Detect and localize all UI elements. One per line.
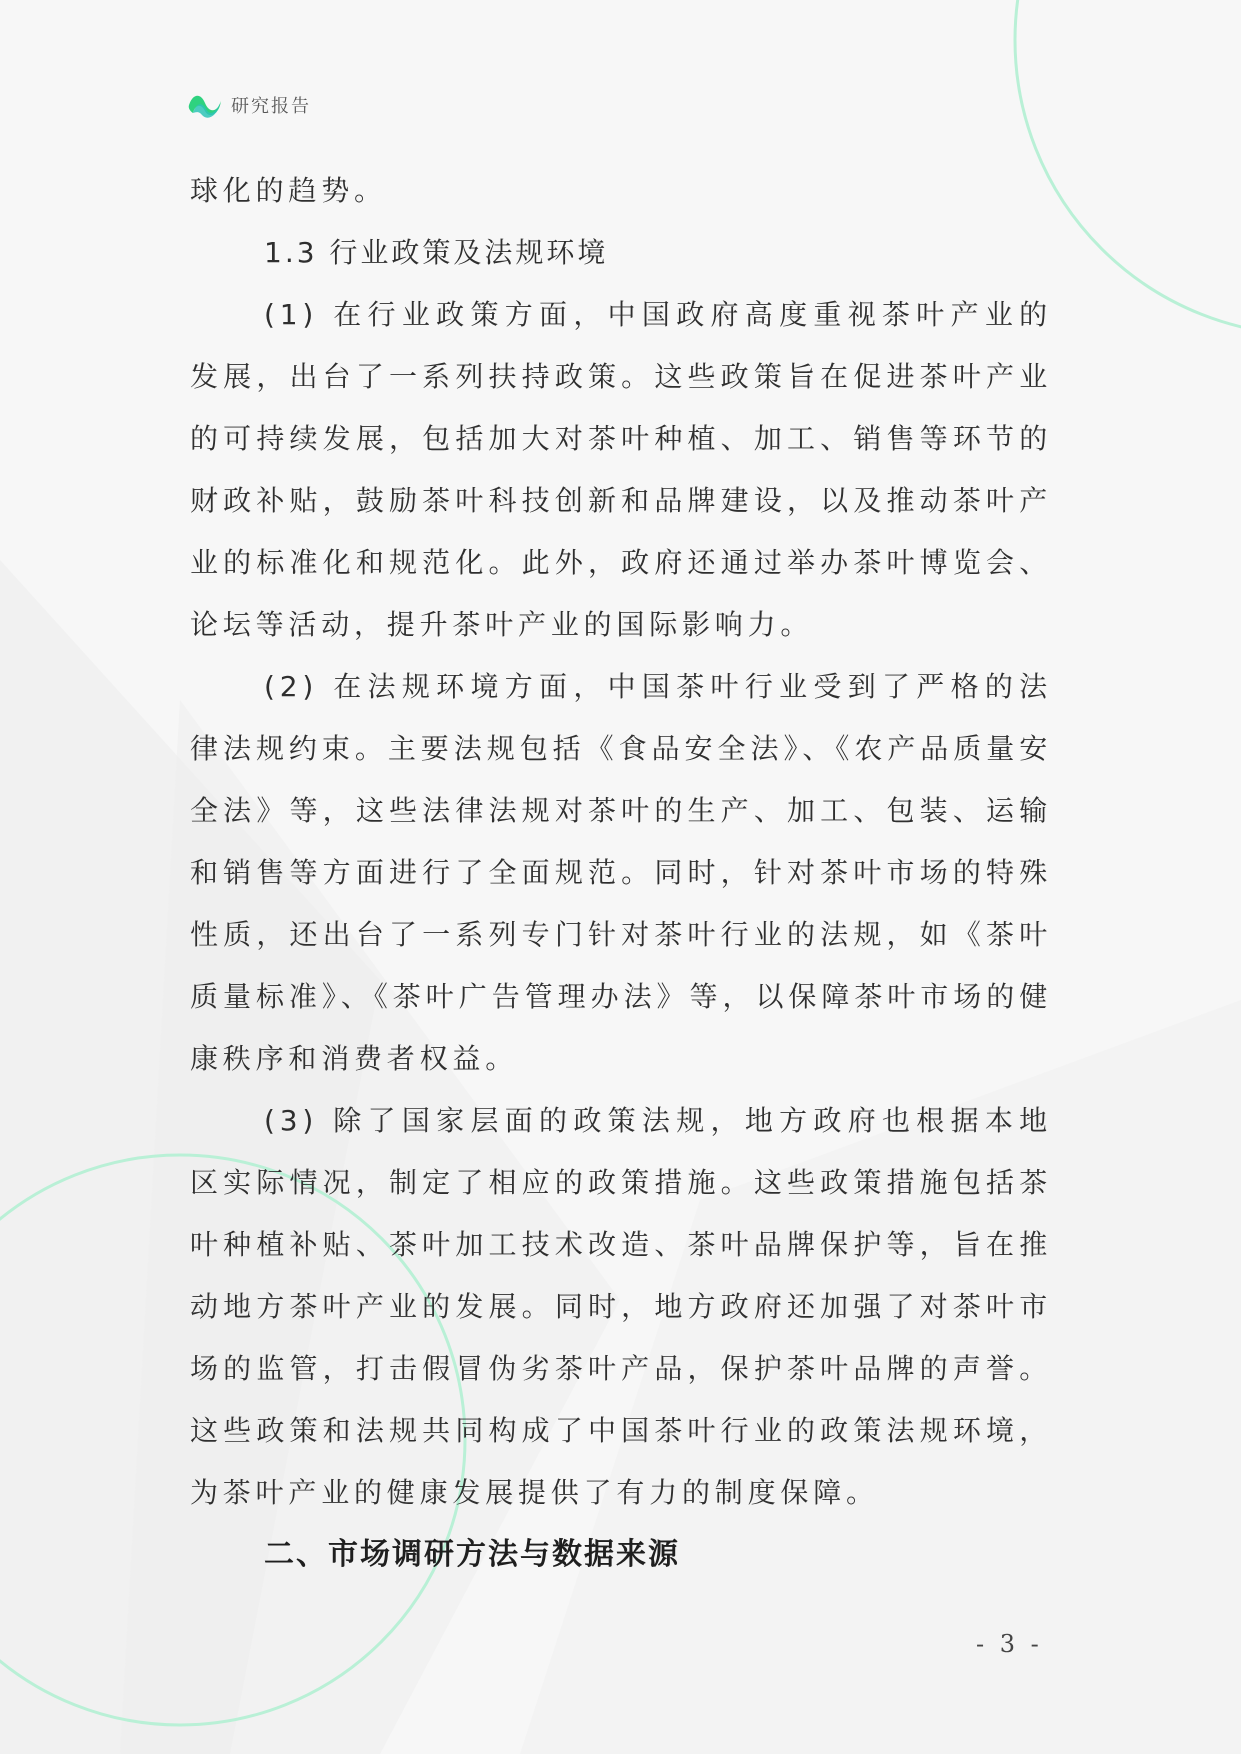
- report-header: [187, 88, 311, 122]
- subsection-heading: 1.3 行业政策及法规环境: [264, 236, 609, 269]
- page-number: - 3 -: [976, 1630, 1043, 1658]
- header-title: 研究报告: [231, 96, 311, 117]
- paragraph-local-policy: (3) 除了国家层面的政策法规，地方政府也根据本地区实际情况，制定了相应的政策措施。这些政策措施包括茶叶种植补贴、茶叶加工技术改造、茶叶品牌保护等，旨在推动地方茶叶产业的发展。同时，地方政府还加强了对茶叶市场的监管，打击假冒伪劣茶叶产品，保护茶叶品牌的声誉。这些政策和法规共同构成了中国茶叶行业的政策法规环境，为茶叶产业的健康发展提供了有力的制度保障。: [190, 1104, 1052, 1509]
- section-heading: 二、市场调研方法与数据来源: [264, 1537, 680, 1572]
- leaf-logo-icon: [187, 89, 223, 121]
- document-body: [190, 160, 1052, 1586]
- paragraph-regulation: (2) 在法规环境方面，中国茶叶行业受到了严格的法律法规约束。主要法规包括《食品安全法》、《农产品质量安全法》等，这些法律法规对茶叶的生产、加工、包装、运输和销售等方面进行了全面规范。同时，针对茶叶市场的特殊性质，还出台了一系列专门针对茶叶行业的法规，如《茶叶质量标准》、《茶叶广告管理办法》等，以保障茶叶市场的健康秩序和消费者权益。: [190, 670, 1052, 1075]
- continuation-text: 球化的趋势。: [190, 174, 387, 207]
- paragraph-policy: (1) 在行业政策方面，中国政府高度重视茶叶产业的发展，出台了一系列扶持政策。这些政策旨在促进茶叶产业的可持续发展，包括加大对茶叶种植、加工、销售等环节的财政补贴，鼓励茶叶科技创新和品牌建设，以及推动茶叶产业的标准化和规范化。此外，政府还通过举办茶叶博览会、论坛等活动，提升茶叶产业的国际影响力。: [190, 298, 1052, 641]
